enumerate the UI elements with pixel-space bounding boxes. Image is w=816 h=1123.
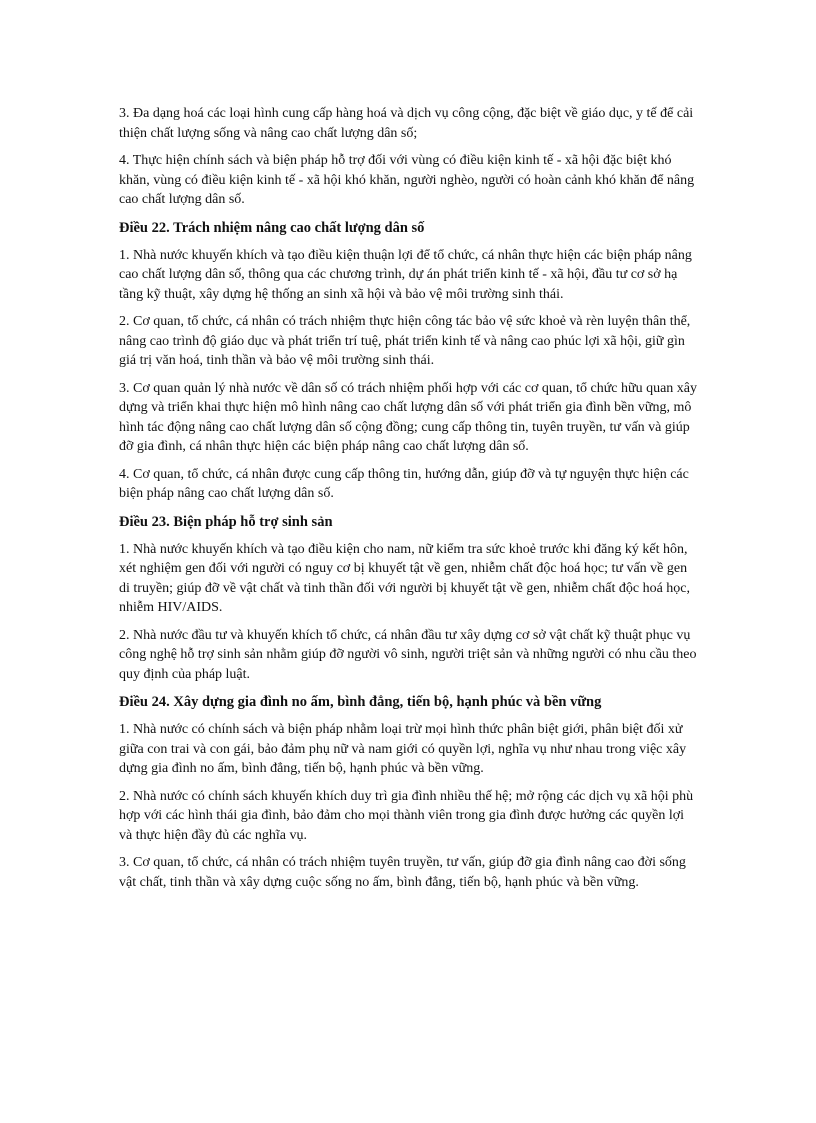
paragraph-article22-item3: 3. Cơ quan quản lý nhà nước về dân số có trách nhiệm phối hợp với các cơ quan, tổ chức hữu quan xây dựng và triển khai thực hiện mô hình nâng cao chất lượng dân số với phát triển gia đình bền vững, mô hình tác động nâng cao chất lượng dân số cộng đồng; cung cấp thông tin, tuyên truyền, tư vấn và giúp đỡ gia đình, cá nhân thực hiện các biện pháp nâng cao chất lượng dân số. — [119, 380, 698, 454]
heading-article-23: Điều 23. Biện pháp hỗ trợ sinh sản — [119, 513, 333, 530]
paragraph-article24-item1: 1. Nhà nước có chính sách và biện pháp nhằm loại trừ mọi hình thức phân biệt giới, phân biệt đối xử giữa con trai và con gái, bảo đảm phụ nữ và nam giới có quyền lợi, nghĩa vụ như nhau trong việc xây dựng gia đình no ấm, bình đẳng, tiến bộ, hạnh phúc và bền vững. — [119, 722, 687, 776]
paragraph-article22-item4: 4. Cơ quan, tổ chức, cá nhân được cung cấp thông tin, hướng dẫn, giúp đỡ và tự nguyện thực hiện các biện pháp nâng cao chất lượng dân số. — [119, 466, 689, 501]
paragraph-article23-item2: 2. Nhà nước đầu tư và khuyến khích tổ chức, cá nhân đầu tư xây dựng cơ sở vật chất kỹ thuật phục vụ công nghệ hỗ trợ sinh sản nhằm giúp đỡ người vô sinh, người triệt sản và những người có nhu cầu theo quy định của pháp luật. — [119, 627, 697, 682]
heading-article-22: Điều 22. Trách nhiệm nâng cao chất lượng dân số — [119, 219, 425, 236]
paragraph-article24-item2: 2. Nhà nước có chính sách khuyến khích duy trì gia đình nhiều thế hệ; mở rộng các dịch vụ xã hội phù hợp với các hình thái gia đình, bảo đảm cho mọi thành viên trong gia đình được hưởng các quyền lợi và thực hiện đầy đủ các nghĩa vụ. — [119, 788, 694, 843]
paragraph-article22-item1: 1. Nhà nước khuyến khích và tạo điều kiện thuận lợi để tổ chức, cá nhân thực hiện các biện pháp nâng cao chất lượng dân số, thông qua các chương trình, dự án phát triển kinh tế - xã hội, đầu tư cơ sở hạ tầng kỹ thuật, xây dựng hệ thống an sinh xã hội và bảo vệ môi trường sinh thái. — [119, 247, 692, 302]
paragraph-article23-item1: 1. Nhà nước khuyến khích và tạo điều kiện cho nam, nữ kiểm tra sức khoẻ trước khi đăng ký kết hôn, xét nghiệm gen đối với người có nguy cơ bị khuyết tật về gen, nhiễm chất độc hoá học; tư vấn về gen di truyền; giúp đỡ về vật chất và tinh thần đối với người bị khuyết tật về gen, nhiễm chất độc hoá học, nhiễm HIV/AIDS. — [119, 541, 690, 615]
paragraph-article24-item3: 3. Cơ quan, tổ chức, cá nhân có trách nhiệm tuyên truyền, tư vấn, giúp đỡ gia đình nâng cao đời sống vật chất, tinh thần và xây dựng cuộc sống no ấm, bình đẳng, tiến bộ, hạnh phúc và bền vững. — [119, 855, 686, 890]
document-page — [119, 104, 699, 900]
paragraph-article21-item4: 4. Thực hiện chính sách và biện pháp hỗ trợ đối với vùng có điều kiện kinh tế - xã hội đặc biệt khó khăn, vùng có điều kiện kinh tế - xã hội khó khăn, người nghèo, người có hoàn cảnh khó khăn để nâng cao chất lượng dân số. — [119, 153, 695, 207]
paragraph-article22-item2: 2. Cơ quan, tổ chức, cá nhân có trách nhiệm thực hiện công tác bảo vệ sức khoẻ và rèn luyện thân thể, nâng cao trình độ giáo dục và phát triển trí tuệ, phát triển kinh tế và nâng cao phúc lợi xã hội, giữ gìn giá trị văn hoá, tinh thần và bảo vệ môi trường sinh thái. — [119, 314, 691, 368]
paragraph-article21-item3: 3. Đa dạng hoá các loại hình cung cấp hàng hoá và dịch vụ công cộng, đặc biệt về giáo dục, y tế để cải thiện chất lượng sống và nâng cao chất lượng dân số; — [119, 106, 694, 141]
heading-article-24: Điều 24. Xây dựng gia đình no ấm, bình đẳng, tiến bộ, hạnh phúc và bền vững — [119, 694, 602, 710]
